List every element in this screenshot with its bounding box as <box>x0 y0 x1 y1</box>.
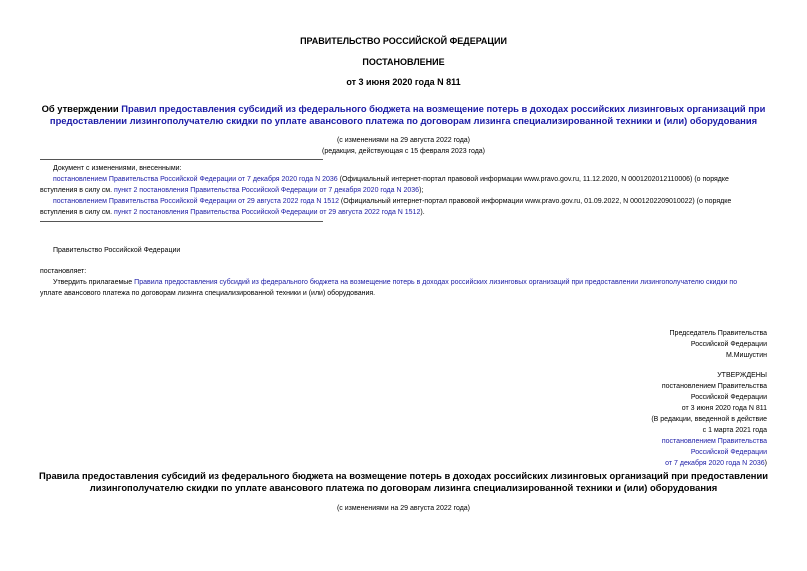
change-1-text: (Официальный интернет-портал правовой информации www.pravo.gov.ru, 11.12.2020, N 0001202012110006) (о порядке <box>337 176 729 183</box>
signature-block <box>670 328 767 361</box>
signature-position: Председатель Правительства <box>669 330 767 337</box>
approve-rules-link[interactable]: Правила предоставления субсидий из федерального бюджета на возмещение потерь в доходах российских лизинговых организаций при предоставлении лизингополучателю скидки по <box>134 279 738 286</box>
change-item-2-line2 <box>40 207 425 218</box>
approved-link-line3[interactable]: от 7 декабря 2020 года N 2036 <box>665 460 765 467</box>
document-type: ПОСТАНОВЛЕНИЕ <box>362 57 445 67</box>
approved-org: Российской Федерации <box>690 394 767 401</box>
rules-title-line2: лизингополучателю скидки по уплате авансового платежа по договорам лизинга специализированной техники и (или) оборудования <box>89 482 718 493</box>
approved-by: постановлением Правительства <box>661 383 767 390</box>
approved-block <box>651 370 767 469</box>
edition-changes: (с изменениями на 29 августа 2022 года) <box>336 137 471 144</box>
approved-close: ) <box>764 460 767 467</box>
approve-paragraph-line2: уплате авансового платежа по договорам лизинга специализированной техники и (или) оборудования. <box>40 290 376 297</box>
change-item-2 <box>53 196 731 207</box>
change-2-link[interactable]: постановлением Правительства Российской Федерации от 29 августа 2022 года N 1512 <box>53 198 339 205</box>
changes-intro: Документ с изменениями, внесенными: <box>53 165 182 172</box>
government-heading: ПРАВИТЕЛЬСТВО РОССИЙСКОЙ ФЕДЕРАЦИИ <box>300 36 507 46</box>
document-date-number: от 3 июня 2020 года N 811 <box>346 77 461 87</box>
change-1-prefix: вступления в силу см. <box>40 187 115 194</box>
change-2-text: (Официальный интернет-портал правовой информации www.pravo.gov.ru, 01.09.2022, N 0001202209010022) (о порядке <box>338 198 732 205</box>
approved-heading: УТВЕРЖДЕНЫ <box>717 372 767 379</box>
signature-name: М.Мишустин <box>725 352 767 359</box>
change-item-1-line2 <box>40 185 423 196</box>
approved-edition: (В редакции, введенной в действие <box>651 416 767 423</box>
divider-bottom <box>40 221 323 222</box>
title-rules-link[interactable]: Правил предоставления субсидий из федерального бюджета на возмещение потерь в доходах российских лизинговых организаций при <box>121 103 766 114</box>
approve-prefix: Утвердить прилагаемые <box>53 279 135 286</box>
change-item-1 <box>53 174 729 185</box>
change-2-point-link[interactable]: пункт 2 постановления Правительства Российской Федерации от 29 августа 2022 года N 1512 <box>114 209 421 216</box>
decides-text: постановляет: <box>40 268 87 275</box>
signature-org: Российской Федерации <box>690 341 767 348</box>
change-1-link[interactable]: постановлением Правительства Российской Федерации от 7 декабря 2020 года N 2036 <box>53 176 338 183</box>
change-1-point-link[interactable]: пункт 2 постановления Правительства Российской Федерации от 7 декабря 2020 года N 2036 <box>114 187 420 194</box>
edition-current: (редакция, действующая с 15 февраля 2023 года) <box>321 148 486 155</box>
approved-effective: с 1 марта 2021 года <box>702 427 767 434</box>
divider-top <box>40 159 323 160</box>
title-prefix: Об утверждении <box>41 103 122 114</box>
change-2-prefix: вступления в силу см. <box>40 209 115 216</box>
rules-edition: (с изменениями на 29 августа 2022 года) <box>336 505 471 512</box>
rules-title-line1: Правила предоставления субсидий из федерального бюджета на возмещение потерь в доходах российских лизинговых организаций при предоставлении <box>38 470 768 481</box>
change-2-suffix: ). <box>420 209 425 216</box>
approved-link-line2[interactable]: Российской Федерации <box>690 449 767 456</box>
document-title <box>0 103 807 127</box>
title-rules-link-line2[interactable]: предоставлении лизингополучателю скидки по уплате авансового платежа по договорам лизинга специализированной техники и (или) оборудования <box>49 115 758 126</box>
approved-date: от 3 июня 2020 года N 811 <box>681 405 767 412</box>
change-1-suffix: ); <box>419 187 424 194</box>
approve-paragraph <box>53 277 737 288</box>
rules-title <box>0 470 807 494</box>
approved-link-line1[interactable]: постановлением Правительства <box>661 438 767 445</box>
government-name: Правительство Российской Федерации <box>53 247 181 254</box>
